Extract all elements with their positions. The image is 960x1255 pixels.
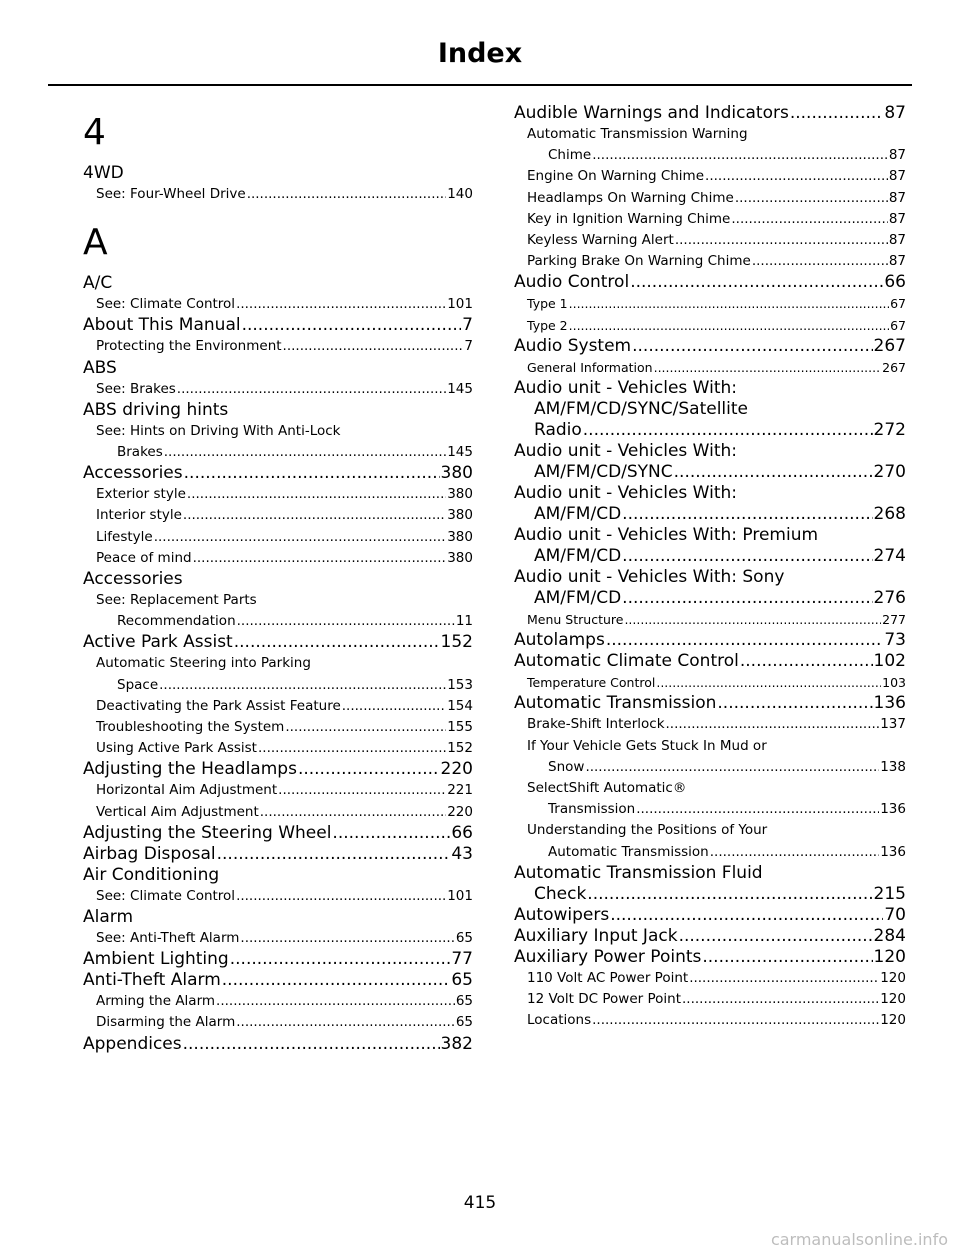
entry-term: Headlamps On Warning Chime xyxy=(527,189,734,206)
entry-page-number: 270 xyxy=(873,462,906,483)
dot-leader xyxy=(283,336,464,357)
entry-page-number: 11 xyxy=(455,613,473,630)
dot-leader xyxy=(705,166,888,187)
watermark: carmanualsonline.info xyxy=(770,1230,948,1249)
index-entry xyxy=(83,1034,473,1055)
entry-page-number: 215 xyxy=(873,883,906,904)
entry-term: Temperature Control xyxy=(527,675,656,691)
index-entry xyxy=(514,103,906,124)
entry-page-number: 155 xyxy=(447,719,473,736)
entry-page-number: 220 xyxy=(447,803,473,820)
entry-page-number: 120 xyxy=(880,991,906,1008)
index-subentry xyxy=(514,842,906,863)
index-letter-heading: 4 xyxy=(83,112,106,153)
index-entry-heading: AM/FM/CD/SYNC/Satellite xyxy=(534,399,749,420)
entry-term: 12 Volt DC Power Point xyxy=(527,991,681,1008)
index-subentry xyxy=(83,802,473,823)
dot-leader xyxy=(622,546,872,567)
index-entry xyxy=(514,272,906,293)
entry-term: Using Active Park Assist xyxy=(96,740,257,757)
dot-leader xyxy=(260,802,446,823)
dot-leader xyxy=(624,609,881,630)
entry-page-number: 140 xyxy=(447,186,473,202)
index-entry xyxy=(514,926,906,947)
index-entry xyxy=(83,759,473,780)
entry-page-number: 65 xyxy=(455,1014,473,1031)
index-entry xyxy=(83,632,473,653)
entry-term: Accessories xyxy=(83,463,183,484)
entry-term: Menu Structure xyxy=(527,612,624,628)
entry-term: Automatic Transmission xyxy=(514,693,717,714)
index-subentry xyxy=(83,442,473,463)
entry-page-number: 272 xyxy=(873,420,906,441)
dot-leader xyxy=(679,926,873,947)
entry-term: Arming the Alarm xyxy=(96,993,216,1010)
dot-leader xyxy=(183,1034,440,1055)
dot-leader xyxy=(159,675,446,696)
index-subentry xyxy=(514,989,906,1010)
entry-page-number: 152 xyxy=(440,632,473,653)
dot-leader xyxy=(222,970,451,991)
index-entry xyxy=(83,463,473,484)
dot-leader xyxy=(674,462,873,483)
entry-page-number: 382 xyxy=(440,1033,473,1054)
entry-page-number: 101 xyxy=(447,296,473,313)
dot-leader xyxy=(606,630,884,651)
entry-page-number: 7 xyxy=(462,315,473,336)
index-subentry xyxy=(83,1012,473,1033)
dot-leader xyxy=(752,251,888,272)
entry-page-number: 120 xyxy=(880,1012,906,1029)
entry-page-number: 87 xyxy=(888,253,906,270)
entry-page-number: 70 xyxy=(884,904,906,925)
entry-term: Lifestyle xyxy=(96,528,153,545)
entry-page-number: 87 xyxy=(888,232,906,249)
entry-term: 110 Volt AC Power Point xyxy=(527,969,689,986)
entry-page-number: 65 xyxy=(451,970,473,991)
entry-page-number: 102 xyxy=(873,651,906,672)
index-entry-heading: Audio unit - Vehicles With: Sony xyxy=(514,567,785,588)
entry-page-number: 136 xyxy=(880,801,906,818)
entry-page-number: 380 xyxy=(447,507,473,524)
index-subentry-text: Understanding the Positions of Your xyxy=(527,822,768,839)
index-entry xyxy=(514,336,906,357)
index-entry-heading: A/C xyxy=(83,273,113,294)
dot-leader xyxy=(790,103,884,124)
dot-leader xyxy=(258,738,446,759)
entry-term: Space xyxy=(117,676,159,693)
entry-term: See: Climate Control xyxy=(96,887,236,904)
title-divider xyxy=(48,84,912,86)
dot-leader xyxy=(585,757,879,778)
dot-leader xyxy=(583,420,873,441)
dot-leader xyxy=(183,505,446,526)
dot-leader xyxy=(236,1012,455,1033)
index-subentry xyxy=(514,188,906,209)
entry-page-number: 136 xyxy=(873,693,906,714)
entry-term: Deactivating the Park Assist Feature xyxy=(96,697,341,714)
index-column-left xyxy=(83,103,473,1055)
index-entry xyxy=(514,947,906,968)
entry-term: Airbag Disposal xyxy=(83,843,216,864)
index-entry-heading: Alarm xyxy=(83,907,134,928)
index-entry xyxy=(514,693,906,714)
entry-term: Appendices xyxy=(83,1033,182,1054)
dot-leader xyxy=(666,714,880,735)
index-subentry-text: If Your Vehicle Gets Stuck In Mud or xyxy=(527,737,767,754)
entry-term: Key in Ignition Warning Chime xyxy=(527,210,731,227)
index-subentry xyxy=(83,379,473,400)
dot-leader xyxy=(237,611,455,632)
entry-term: Keyless Warning Alert xyxy=(527,232,674,249)
entry-page-number: 145 xyxy=(447,380,473,397)
index-subentry xyxy=(83,780,473,801)
entry-term: Auxiliary Power Points xyxy=(514,946,702,967)
entry-term: About This Manual xyxy=(83,315,241,336)
dot-leader xyxy=(177,379,446,400)
index-subentry xyxy=(514,757,906,778)
index-entry-heading: Audio unit - Vehicles With: Premium xyxy=(514,525,819,546)
dot-leader xyxy=(332,823,450,844)
entry-term: General Information xyxy=(527,359,653,375)
index-entry-heading: Audio unit - Vehicles With: xyxy=(514,483,737,504)
dot-leader xyxy=(587,884,872,905)
entry-page-number: 87 xyxy=(888,210,906,227)
index-subentry-text: SelectShift Automatic® xyxy=(527,780,687,797)
entry-term: Peace of mind xyxy=(96,549,192,566)
index-subentry xyxy=(514,357,906,378)
entry-term: Transmission xyxy=(548,801,636,818)
index-subentry xyxy=(514,209,906,230)
index-subentry xyxy=(83,294,473,315)
index-entry xyxy=(83,823,473,844)
index-entry-heading: Audio unit - Vehicles With: xyxy=(514,378,737,399)
entry-term: Anti-Theft Alarm xyxy=(83,970,221,991)
entry-term: Ambient Lighting xyxy=(83,949,229,970)
entry-page-number: 153 xyxy=(447,676,473,693)
index-subentry xyxy=(514,672,906,693)
index-entry-heading: Automatic Transmission Fluid xyxy=(514,862,763,883)
entry-page-number: 67 xyxy=(890,296,906,312)
entry-term: See: Four-Wheel Drive xyxy=(96,186,246,202)
dot-leader xyxy=(342,696,446,717)
dot-leader xyxy=(592,145,888,166)
index-subentry xyxy=(514,1010,906,1031)
index-entry xyxy=(514,905,906,926)
dot-leader xyxy=(216,991,455,1012)
dot-leader xyxy=(689,968,879,989)
dot-leader xyxy=(234,632,440,653)
entry-page-number: 221 xyxy=(447,782,473,799)
index-subentry xyxy=(514,166,906,187)
index-subentry xyxy=(514,293,906,314)
index-entry xyxy=(514,630,906,651)
entry-term: Audio Control xyxy=(514,272,630,293)
entry-page-number: 380 xyxy=(447,528,473,545)
index-entry xyxy=(83,949,473,970)
index-subentry xyxy=(83,738,473,759)
dot-leader xyxy=(735,188,888,209)
dot-leader xyxy=(710,842,879,863)
index-subentry xyxy=(83,886,473,907)
entry-term: Audio System xyxy=(514,335,632,356)
index-letter-heading: A xyxy=(83,222,108,264)
entry-term: Snow xyxy=(548,758,585,775)
index-subentry xyxy=(83,696,473,717)
entry-term: Radio xyxy=(534,420,582,441)
dot-leader xyxy=(569,293,889,314)
entry-term: Troubleshooting the System xyxy=(96,719,285,736)
entry-page-number: 380 xyxy=(440,463,473,484)
entry-page-number: 87 xyxy=(888,147,906,164)
index-subentry xyxy=(514,714,906,735)
entry-page-number: 268 xyxy=(873,504,906,525)
entry-term: Engine On Warning Chime xyxy=(527,168,705,185)
entry-term: AM/FM/CD xyxy=(534,546,622,567)
dot-leader xyxy=(236,294,446,315)
dot-leader xyxy=(717,693,872,714)
entry-term: Type 2 xyxy=(527,317,568,333)
entry-page-number: 67 xyxy=(890,317,906,333)
dot-leader xyxy=(675,230,888,251)
dot-leader xyxy=(247,184,447,205)
dot-leader xyxy=(193,548,447,569)
index-entry xyxy=(514,546,906,567)
entry-term: AM/FM/CD xyxy=(534,504,622,525)
entry-page-number: 267 xyxy=(882,359,906,375)
index-subentry xyxy=(514,609,906,630)
entry-page-number: 277 xyxy=(882,612,906,628)
entry-term: Automatic Transmission xyxy=(548,843,709,860)
index-entry-heading: ABS driving hints xyxy=(83,399,229,420)
entry-page-number: 276 xyxy=(873,588,906,609)
entry-page-number: 77 xyxy=(451,949,473,970)
entry-page-number: 103 xyxy=(882,675,906,691)
entry-page-number: 145 xyxy=(447,444,473,461)
index-subentry xyxy=(83,505,473,526)
dot-leader xyxy=(240,928,454,949)
entry-page-number: 65 xyxy=(455,930,473,947)
entry-term: Parking Brake On Warning Chime xyxy=(527,253,751,270)
entry-page-number: 101 xyxy=(447,887,473,904)
index-subentry-text: Automatic Transmission Warning xyxy=(527,126,748,142)
entry-term: Type 1 xyxy=(527,296,568,312)
index-subentry xyxy=(514,968,906,989)
dot-leader xyxy=(184,463,440,484)
index-entry xyxy=(83,970,473,991)
entry-page-number: 87 xyxy=(888,189,906,206)
index-subentry xyxy=(83,548,473,569)
dot-leader xyxy=(610,905,883,926)
entry-term: Horizontal Aim Adjustment xyxy=(96,782,278,799)
dot-leader xyxy=(740,651,873,672)
entry-term: Disarming the Alarm xyxy=(96,1014,236,1031)
index-subentry xyxy=(83,336,473,357)
entry-term: Autowipers xyxy=(514,904,610,925)
entry-page-number: 380 xyxy=(447,549,473,566)
entry-page-number: 152 xyxy=(447,740,473,757)
entry-term: Adjusting the Headlamps xyxy=(83,759,297,780)
entry-page-number: 120 xyxy=(880,969,906,986)
entry-page-number: 274 xyxy=(873,546,906,567)
index-entry xyxy=(83,315,473,336)
entry-term: Locations xyxy=(527,1012,592,1029)
dot-leader xyxy=(622,504,872,525)
entry-term: Interior style xyxy=(96,507,182,524)
entry-term: AM/FM/CD/SYNC xyxy=(534,462,673,483)
entry-term: Exterior style xyxy=(96,486,186,503)
dot-leader xyxy=(632,336,872,357)
index-entry-heading: ABS xyxy=(83,357,117,378)
entry-page-number: 154 xyxy=(447,697,473,714)
entry-term: Automatic Climate Control xyxy=(514,651,739,672)
index-entry-heading: Audio unit - Vehicles With: xyxy=(514,441,737,462)
entry-term: Recommendation xyxy=(117,613,236,630)
dot-leader xyxy=(154,527,447,548)
entry-page-number: 7 xyxy=(464,338,473,355)
index-subentry-text: Automatic Steering into Parking xyxy=(96,655,311,672)
dot-leader xyxy=(622,588,872,609)
dot-leader xyxy=(630,272,883,293)
entry-term: Brake-Shift Interlock xyxy=(527,716,665,733)
entry-page-number: 73 xyxy=(884,630,906,651)
index-entry xyxy=(514,504,906,525)
index-entry-heading: Air Conditioning xyxy=(83,864,220,885)
index-entry-heading: Accessories xyxy=(83,569,183,590)
index-subentry xyxy=(83,527,473,548)
dot-leader xyxy=(242,315,462,336)
index-entry xyxy=(514,588,906,609)
index-subentry xyxy=(83,991,473,1012)
dot-leader xyxy=(569,315,889,336)
entry-page-number: 66 xyxy=(451,822,473,843)
index-subentry-text: See: Replacement Parts xyxy=(96,592,257,609)
index-subentry xyxy=(83,717,473,738)
dot-leader xyxy=(636,799,879,820)
entry-term: Adjusting the Steering Wheel xyxy=(83,822,332,843)
dot-leader xyxy=(164,442,446,463)
entry-page-number: 87 xyxy=(884,103,906,123)
entry-term: Vertical Aim Adjustment xyxy=(96,803,259,820)
entry-page-number: 136 xyxy=(880,843,906,860)
entry-page-number: 65 xyxy=(455,993,473,1010)
index-subentry xyxy=(83,675,473,696)
dot-leader xyxy=(654,357,882,378)
dot-leader xyxy=(682,989,879,1010)
entry-term: Brakes xyxy=(117,444,163,461)
page-number: 415 xyxy=(463,1193,497,1213)
entry-page-number: 66 xyxy=(884,272,906,293)
dot-leader xyxy=(656,672,881,693)
entry-term: See: Anti-Theft Alarm xyxy=(96,930,240,947)
entry-page-number: 138 xyxy=(880,758,906,775)
entry-term: See: Climate Control xyxy=(96,296,236,313)
entry-page-number: 120 xyxy=(873,946,906,967)
dot-leader xyxy=(278,780,446,801)
index-subentry xyxy=(83,184,473,205)
index-entry xyxy=(514,420,906,441)
dot-leader xyxy=(285,717,446,738)
index-entry xyxy=(514,462,906,483)
index-subentry xyxy=(514,251,906,272)
dot-leader xyxy=(217,844,451,865)
index-entry xyxy=(514,651,906,672)
index-entry xyxy=(514,884,906,905)
dot-leader xyxy=(187,484,446,505)
dot-leader xyxy=(702,947,872,968)
index-entry-heading: 4WD xyxy=(83,163,124,183)
entry-page-number: 87 xyxy=(888,168,906,185)
entry-page-number: 43 xyxy=(451,843,473,864)
entry-term: Audible Warnings and Indicators xyxy=(514,103,789,123)
entry-term: Check xyxy=(534,883,587,904)
entry-term: AM/FM/CD xyxy=(534,588,622,609)
entry-page-number: 284 xyxy=(873,925,906,946)
index-subentry xyxy=(83,928,473,949)
entry-page-number: 137 xyxy=(880,716,906,733)
dot-leader xyxy=(230,949,451,970)
entry-term: Chime xyxy=(548,147,592,164)
entry-term: Protecting the Environment xyxy=(96,338,282,355)
index-subentry xyxy=(514,799,906,820)
dot-leader xyxy=(298,759,440,780)
index-subentry xyxy=(83,611,473,632)
index-subentry xyxy=(83,484,473,505)
index-subentry xyxy=(514,230,906,251)
entry-term: See: Brakes xyxy=(96,380,176,397)
index-column-right xyxy=(514,103,906,1031)
entry-page-number: 380 xyxy=(447,486,473,503)
entry-page-number: 267 xyxy=(873,335,906,356)
entry-term: Autolamps xyxy=(514,630,605,651)
dot-leader xyxy=(592,1010,879,1031)
index-subentry-text: See: Hints on Driving With Anti-Lock xyxy=(96,422,341,439)
dot-leader xyxy=(236,886,446,907)
entry-page-number: 220 xyxy=(440,759,473,780)
index-subentry xyxy=(514,145,906,166)
index-subentry xyxy=(514,315,906,336)
entry-term: Auxiliary Input Jack xyxy=(514,925,678,946)
entry-term: Active Park Assist xyxy=(83,632,233,653)
index-entry xyxy=(83,844,473,865)
dot-leader xyxy=(731,209,887,230)
page-title: Index xyxy=(437,38,523,69)
